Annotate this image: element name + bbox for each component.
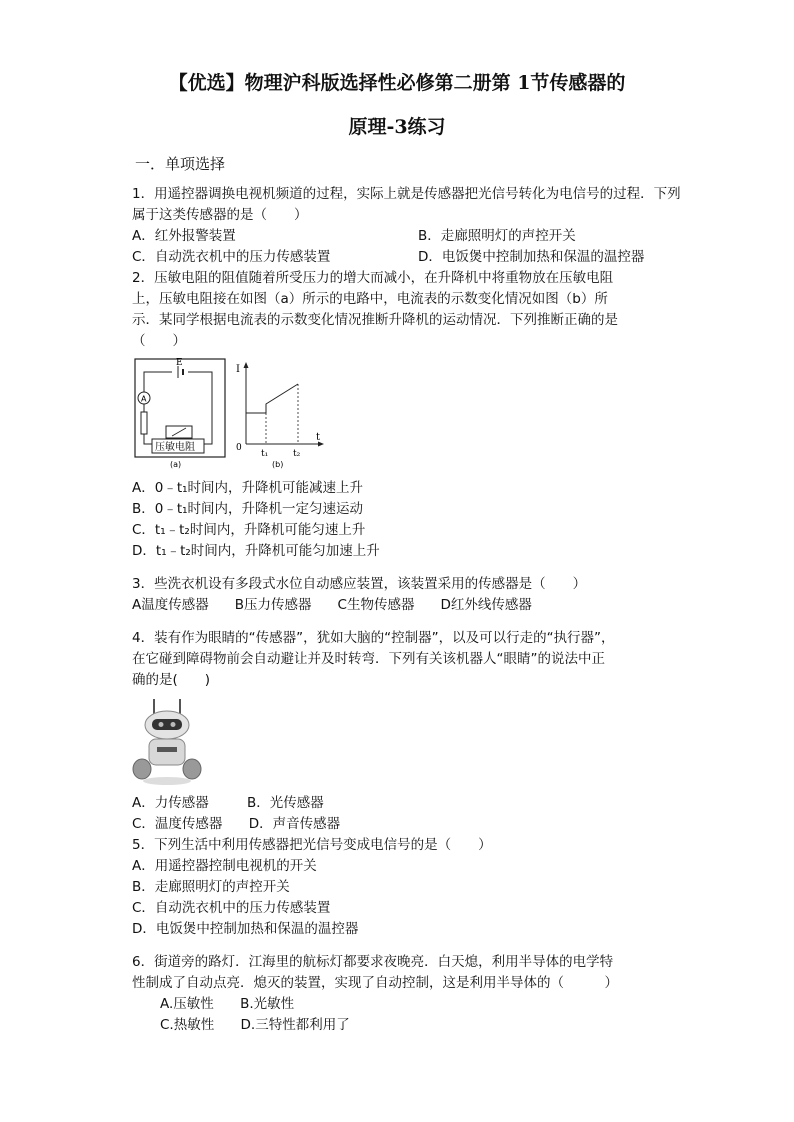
option-b[interactable]: B.光敏性: [240, 996, 295, 1012]
option-b[interactable]: B．走廊照明灯的声控开关: [418, 228, 576, 244]
option-b[interactable]: B．0﹣t₁时间内，升降机一定匀速运动: [132, 501, 364, 517]
option-c[interactable]: C.热敏性: [160, 1017, 215, 1033]
circuit-diagram: [132, 358, 228, 470]
question-5-stem: 5．下列生活中利用传感器把光信号变成电信号的是（ ）: [132, 837, 492, 853]
option-a[interactable]: A．红外报警装置: [132, 228, 236, 244]
question-4-stem-line3: 确的是( ): [132, 672, 211, 688]
option-c[interactable]: C．温度传感器: [132, 816, 223, 832]
option-b[interactable]: B压力传感器: [234, 597, 312, 613]
question-4-stem-line1: 4．装有作为眼睛的“传感器”，犹如大脑的“控制器”，以及可以行走的“执行器”，: [132, 630, 615, 646]
section-heading: 一．单项选择: [135, 155, 226, 173]
question-6-stem-line2: 性制成了自动点亮．熄灭的装置，实现了自动控制，这是利用半导体的（ ）: [132, 975, 618, 991]
option-d[interactable]: D.三特性都利用了: [240, 1017, 350, 1033]
option-b[interactable]: B．走廊照明灯的声控开关: [132, 879, 290, 895]
option-a[interactable]: A温度传感器: [132, 597, 209, 613]
option-c[interactable]: C．自动洗衣机中的压力传感装置: [132, 900, 331, 916]
option-a[interactable]: A．力传感器: [132, 795, 209, 811]
document-title-line2: 原理-3练习: [348, 116, 446, 138]
document-title: 【优选】物理沪科版选择性必修第二册第 1节传感器的: [168, 72, 626, 94]
option-b[interactable]: B．光传感器: [247, 795, 324, 811]
question-4-options-row1: [132, 793, 684, 814]
question-list: [132, 184, 684, 1036]
current-time-graph: [236, 358, 328, 470]
option-a[interactable]: A．0﹣t₁时间内，升降机可能减速上升: [132, 480, 364, 496]
question-6-options-row2: [132, 1015, 684, 1036]
question-3-stem: 3．些洗衣机设有多段式水位自动感应装置，该装置采用的传感器是（ ）: [132, 576, 587, 592]
option-a[interactable]: A.压敏性: [160, 996, 214, 1012]
question-4-stem-line2: 在它碰到障碍物前会自动避让并及时转弯．下列有关该机器人“眼睛”的说法中正: [132, 651, 605, 667]
option-d[interactable]: D．t₁﹣t₂时间内，升降机可能匀加速上升: [132, 543, 380, 559]
robot-illustration: [132, 695, 202, 787]
question-6-stem-line1: 6．街道旁的路灯．江海里的航标灯都要求夜晚亮．白天熄，利用半导体的电学特: [132, 954, 614, 970]
option-d[interactable]: D红外线传感器: [440, 597, 532, 613]
question-2-stem-line4: （ ）: [132, 333, 186, 349]
robot-image: [132, 695, 684, 787]
figure-a-caption: (a): [170, 460, 182, 469]
battery-label: E: [176, 358, 183, 368]
t1-tick-label: t₁: [261, 449, 269, 459]
y-axis-label: I: [236, 364, 240, 375]
ammeter-label: A: [141, 394, 147, 404]
option-a[interactable]: A．用遥控器控制电视机的开关: [132, 858, 317, 874]
option-d[interactable]: D．电饭煲中控制加热和保温的温控器: [418, 249, 645, 265]
option-c[interactable]: C．自动洗衣机中的压力传感装置: [132, 249, 331, 265]
question-4-options-row2: [132, 814, 684, 835]
origin-label: 0: [236, 443, 242, 453]
option-c[interactable]: C．t₁﹣t₂时间内，升降机可能匀速上升: [132, 522, 366, 538]
question-2-stem-line3: 示．某同学根据电流表的示数变化情况推断升降机的运动情况．下列推断正确的是: [132, 312, 618, 328]
question-1-stem: 1．用遥控器调换电视机频道的过程，实际上就是传感器把光信号转化为电信号的过程．下列属于这类传感器的是（ ）: [132, 186, 681, 223]
t2-tick-label: t₂: [293, 449, 301, 459]
question-6-options-row1: [132, 994, 684, 1015]
question-2-stem-line1: 2．压敏电阻的阻值随着所受压力的增大而减小，在升降机中将重物放在压敏电阻: [132, 270, 614, 286]
question-1-options-row2: [132, 247, 684, 268]
option-d[interactable]: D．声音传感器: [248, 816, 341, 832]
option-d[interactable]: D．电饭煲中控制加热和保温的温控器: [132, 921, 359, 937]
pressure-resistor-label: 压敏电阻: [155, 442, 195, 453]
figure-b-caption: (b): [272, 460, 284, 469]
question-2-stem-line2: 上，压敏电阻接在如图（a）所示的电路中，电流表的示数变化情况如图（b）所: [132, 291, 608, 307]
question-3-options: [132, 595, 684, 616]
option-c[interactable]: C生物传感器: [337, 597, 415, 613]
question-2-figures: [132, 358, 684, 476]
x-axis-label: t: [316, 432, 321, 443]
question-1-options-row1: [132, 226, 684, 247]
